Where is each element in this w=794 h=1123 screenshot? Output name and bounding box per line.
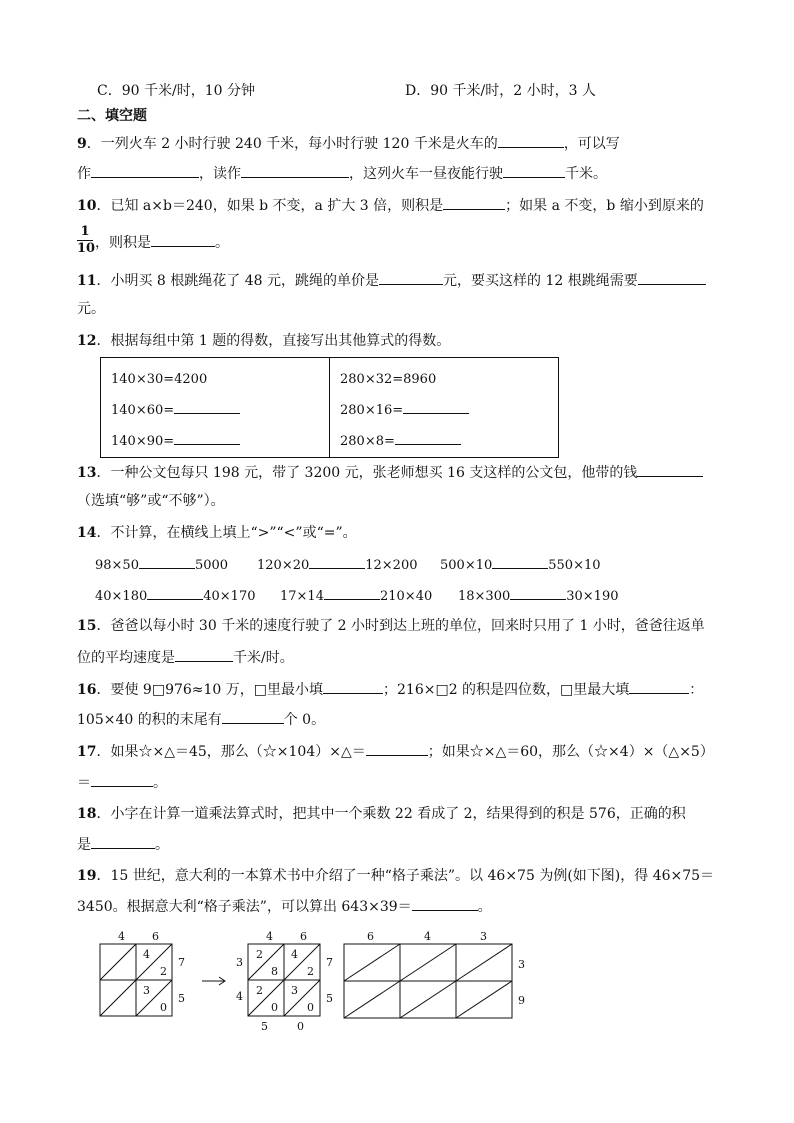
question-11-line-2: 元。 xyxy=(77,301,105,317)
question-number: 17 xyxy=(77,744,97,760)
lattice-digit: 0 xyxy=(307,1001,314,1014)
comparison-item: 120×20 12×200 xyxy=(257,554,418,576)
question-number: 12 xyxy=(77,333,97,349)
question-number: 9 xyxy=(77,136,87,152)
question-9-line-1: 9．一列火车 2 小时行驶 240 千米，每小时行驶 120 千米是火车的 ，可以写 xyxy=(77,133,620,154)
question-13-line-1: 13．一种公文包每只 198 元，带了 3200 元，张老师想买 16 支这样的公文包，他带的钱 xyxy=(77,462,703,483)
question-number: 10 xyxy=(77,198,97,214)
question-number: 15 xyxy=(77,618,97,634)
lattice-digit: 2 xyxy=(256,984,263,997)
lattice-digit: 3 xyxy=(480,930,487,943)
question-18-line-1: 18．小字在计算一道乘法算式时，把其中一个乘数 22 看成了 2，结果得到的积是 576，正确的积 xyxy=(77,806,686,822)
question-15-line-2: 位的平均速度是 千米/时。 xyxy=(77,647,294,668)
question-number: 11 xyxy=(77,273,97,289)
lattice-digit: 3 xyxy=(236,956,243,969)
question-10-line-2: ，则积是 。 xyxy=(95,232,229,253)
option-c: C．90 千米/时，10 分钟 xyxy=(97,83,255,99)
arrow-right-icon xyxy=(202,977,225,985)
fraction-one-tenth: $\frac{1}{10}$ xyxy=(77,224,96,256)
lattice-digit: 8 xyxy=(271,965,278,978)
question-18-line-2: 是 。 xyxy=(77,834,169,855)
comparison-item: 500×10 550×10 xyxy=(440,554,601,576)
lattice-digit: 4 xyxy=(266,930,273,943)
lattice-digit: 3 xyxy=(291,984,298,997)
lattice-digit: 6 xyxy=(300,930,307,943)
lattice-digit: 5 xyxy=(326,992,333,1005)
question-17-line-1: 17．如果☆×△＝45，那么（☆×104）×△＝ ；如果☆×△＝60，那么（☆×4）×（△×5） xyxy=(77,741,714,762)
question-9-line-2: 作 ，读作 ，这列火车一昼夜能行驶 千米。 xyxy=(77,163,607,184)
lattice-digit: 4 xyxy=(143,948,150,961)
lattice-digit: 6 xyxy=(152,930,159,943)
comparison-item: 17×14 210×40 xyxy=(280,585,432,607)
equation-row: 140×60= xyxy=(111,395,319,426)
lattice-digit: 3 xyxy=(143,984,150,997)
lattice-digit: 0 xyxy=(160,1001,167,1014)
equation-row: 280×16= xyxy=(340,395,548,426)
equation-row: 140×90= xyxy=(111,426,319,457)
comparison-item: 40×180 40×170 xyxy=(95,585,256,607)
lattice-digit: 6 xyxy=(367,930,374,943)
comparison-item: 18×300 30×190 xyxy=(458,585,619,607)
lattice-digit: 0 xyxy=(271,1001,278,1014)
question-12-line-1: 12．根据每组中第 1 题的得数，直接写出其他算式的得数。 xyxy=(77,333,451,349)
lattice-digit: 2 xyxy=(307,965,314,978)
lattice-digit: 7 xyxy=(178,956,185,969)
option-d: D．90 千米/时，2 小时，3 人 xyxy=(405,83,596,99)
question-15-line-1: 15．爸爸以每小时 30 千米的速度行驶了 2 小时到达上班的单位，回来时只用了 1 小时，爸爸往返单 xyxy=(77,618,705,634)
question-number: 16 xyxy=(77,682,97,698)
lattice-digit: 2 xyxy=(160,965,167,978)
lattice-digit: 4 xyxy=(118,930,125,943)
question-number: 19 xyxy=(77,868,97,884)
section-heading: 二、填空题 xyxy=(77,108,147,124)
lattice-digit: 5 xyxy=(261,1020,268,1033)
lattice-grid-exercise xyxy=(344,944,512,1018)
lattice-digit: 0 xyxy=(297,1020,304,1033)
question-number: 18 xyxy=(77,806,97,822)
lattice-digit: 3 xyxy=(518,958,525,971)
lattice-digit: 7 xyxy=(326,956,333,969)
question-13-line-2: （选填“够”或“不够”）。 xyxy=(77,493,225,509)
given-equation: 280×32=8960 xyxy=(340,372,437,387)
comparison-item: 98×50 5000 xyxy=(95,554,228,576)
lattice-digit: 2 xyxy=(256,948,263,961)
given-equation: 140×30=4200 xyxy=(111,372,208,387)
question-14-line-1: 14．不计算，在横线上填上“>”“<”或“=”。 xyxy=(77,525,357,541)
question-19-line-2: 3450。根据意大利“格子乘法”，可以算出 643×39＝ 。 xyxy=(77,896,492,917)
lattice-digit: 4 xyxy=(424,930,431,943)
question-16-line-1: 16．要使 9□976≈10 万，□里最小填 ；216×□2 的积是四位数，□里最大填 ： xyxy=(77,679,703,700)
question-16-line-2: 105×40 的积的末尾有 个 0。 xyxy=(77,709,325,730)
question-17-line-2: ＝ 。 xyxy=(77,772,167,793)
lattice-digit: 4 xyxy=(236,990,243,1003)
question-number: 13 xyxy=(77,465,97,481)
equation-row: 280×8= xyxy=(340,426,548,457)
lattice-digit: 9 xyxy=(518,994,525,1007)
lattice-digit: 5 xyxy=(178,992,185,1005)
question-19-line-1: 19．15 世纪，意大利的一本算术书中介绍了一种“格子乘法”。以 46×75 为例(如下图)，得 46×75＝ xyxy=(77,868,715,884)
question-number: 14 xyxy=(77,525,97,541)
question-11-line-1: 11．小明买 8 根跳绳花了 48 元，跳绳的单价是 元，要买这样的 12 根跳绳需要 xyxy=(77,270,706,291)
lattice-digit: 4 xyxy=(291,948,298,961)
question-10-line-1: 10．已知 a×b＝240，如果 b 不变，a 扩大 3 倍，则积是 ；如果 a 不变，b 缩小到原来的 xyxy=(77,195,704,216)
